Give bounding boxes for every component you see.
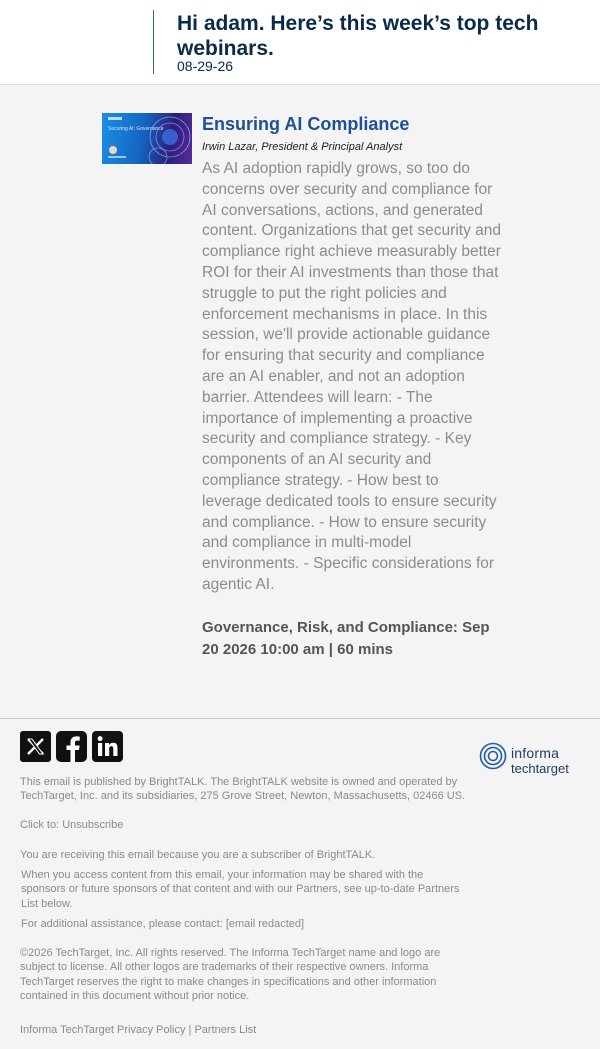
webinar-description: As AI adoption rapidly grows, so too do concerns over security and compliance for AI conversations, actions, and generated content. Organizations that get security and compliance right achieve measurably better ROI for their AI investments than those that struggle to put the right policies and enforcement mechanisms in place. In this session, we'll provide actionable guidance for ensuring that security and compliance are an AI enabler, and not an adoption barrier. Attendees will learn: - The importance of implementing a proactive security and compliance strategy. - Key components of an AI security and compliance strategy. - How best to leverage dedicated tools to ensure security and compliance. - How to ensure security and compliance in multi-model environments. - Specific considerations for agentic AI. <box>202 160 501 593</box>
issue-date: 08-29-26 <box>177 58 234 74</box>
data-sharing-notice: When you access content from this email, your information may be shared with the sponsors or future sponsors of that content and with our Partners, see up-to-date Partners List below. <box>21 869 460 910</box>
logo-mark-icon <box>478 741 508 771</box>
linkedin-icon[interactable] <box>92 731 123 762</box>
webinar-title-link[interactable]: Ensuring AI Compliance <box>202 114 410 134</box>
webinar-speaker: Irwin Lazar, President & Principal Analyst <box>202 141 403 153</box>
thumbnail-caption: Securing AI: Governance <box>108 126 164 132</box>
thumbnail-art-icon <box>102 113 192 164</box>
unsubscribe-line <box>20 818 123 832</box>
privacy-policy-link[interactable]: Informa TechTarget Privacy Policy <box>20 1024 186 1036</box>
email-header <box>0 0 600 85</box>
facebook-icon[interactable] <box>56 731 87 762</box>
unsubscribe-link[interactable]: Unsubscribe <box>62 819 124 831</box>
subscriber-notice: You are receiving this email because you are a subscriber of BrightTALK. <box>20 849 376 861</box>
footer-links <box>20 1023 256 1037</box>
webinar-thumbnail[interactable] <box>102 113 192 164</box>
x-icon[interactable] <box>20 731 51 762</box>
logo-text-informa: informa <box>511 745 560 761</box>
header-divider <box>153 10 154 74</box>
footer-link-separator: | <box>188 1024 192 1036</box>
webinar-meta: Governance, Risk, and Compliance: Sep 20 2026 10:00 am | 60 mins <box>202 619 490 658</box>
partners-list-link[interactable]: Partners List <box>194 1024 257 1036</box>
copyright-notice: ©2026 TechTarget, Inc. All rights reserved. The Informa TechTarget name and logo are subject to license. All other logos are trademarks of their respective owners. Informa TechTarget reserves the right to make changes in specifications and other information contained in this document without prior notice. <box>20 947 441 1003</box>
unsubscribe-prefix: Click to: <box>20 819 60 831</box>
publisher-notice: This email is published by BrightTALK. The BrightTALK website is owned and operated by TechTarget, Inc. and its subsidiaries, 275 Grove Street, Newton, Massachusetts, 02466 US. <box>20 776 466 803</box>
logo-text-techtarget: techtarget <box>511 761 569 776</box>
informa-techtarget-logo <box>478 740 578 780</box>
greeting-headline: Hi adam. Here’s this week’s top tech webinars. <box>177 12 539 60</box>
assistance-notice: For additional assistance, please contact: [email redacted] <box>21 918 305 930</box>
